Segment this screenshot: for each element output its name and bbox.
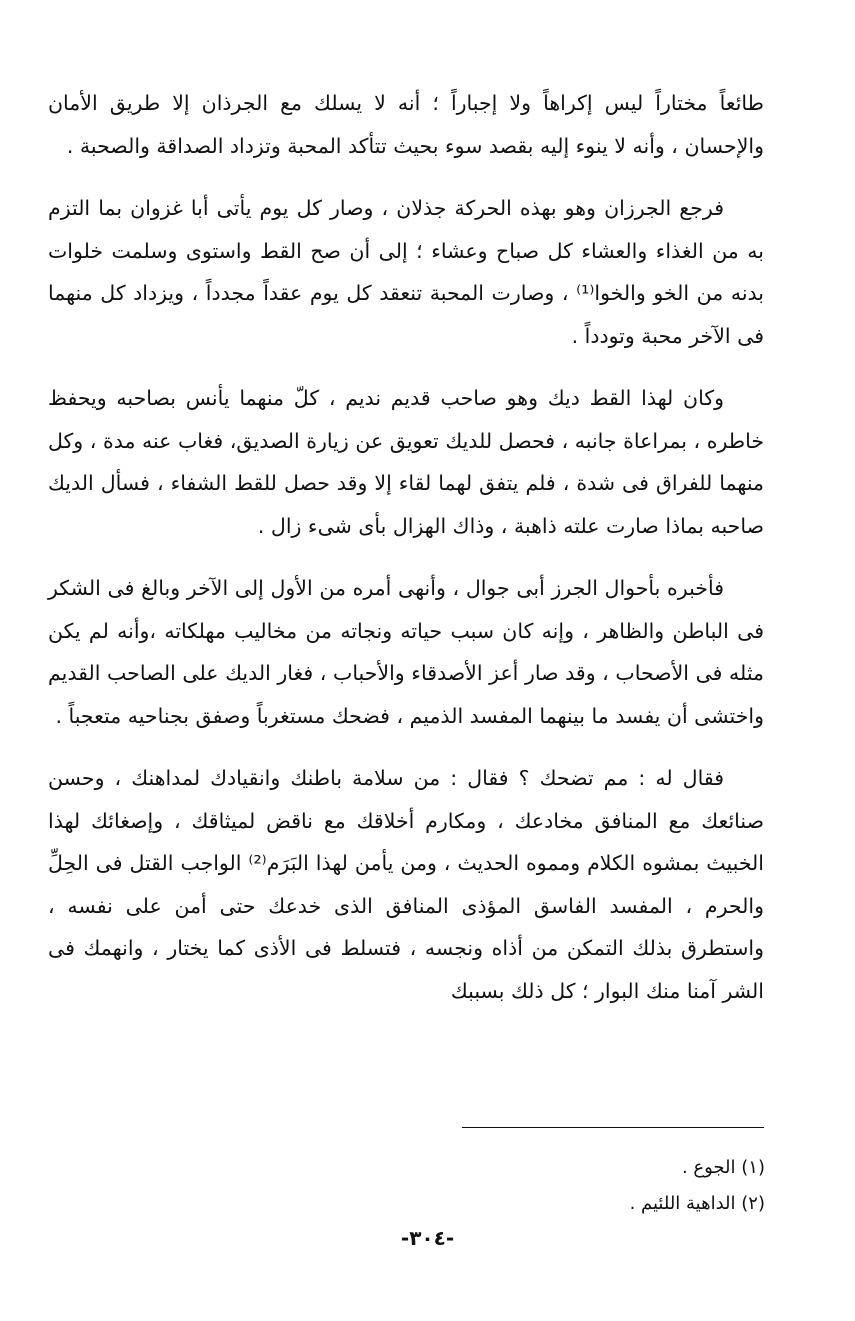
paragraph-1: طائعاً مختاراً ليس إكراهاً ولا إجباراً ؛ أنه لا يسلك مع الجرذان إلا طريق الأمان والإحسان ، وأنه لا ينوء إليه بقصد سوء بحيث تتأكد المحبة وتزداد الصداقة والصحبة . (48, 91, 764, 158)
footnote-1: (١) الجوع . (681, 1157, 765, 1178)
paragraph-5: فقال له : مم تضحك ؟ فقال : من سلامة باطنك وانقيادك لمداهنك ، وحسن صنائعك مع المنافق مخادعك ، ومكارم أخلاقك مع ناقض لميثاقك ، وإصغائك لهذا الخبيث بمشوه الكلام ومموه الحديث ، ومن يأمن لهذا البَرَم⁽²⁾ الواجب القتل فى الحِلِّ والحرم ، المفسد الفاسق المؤذى المنافق الذى خدعك حتى أمن على نفسه ، واستطرق بذلك التمكن من أذاه ونجسه ، فتسلط فى الأذى كما يختار ، وانهمك فى الشر آمنا منك البوار ؛ كل ذلك بسببك (48, 766, 764, 1003)
paragraph-2: فرجع الجرزان وهو بهذه الحركة جذلان ، وصار كل يوم يأتى أبا غزوان بما التزم به من الغذاء والعشاء كل صباح وعشاء ؛ إلى أن صح القط واستوى وسلمت خلوات بدنه من الخو والخوا⁽¹⁾ ، وصارت المحبة تنعقد كل يوم عقداً مجدداً ، ويزداد كل منهما فى الآخر محبة وتودداً . (48, 196, 764, 348)
main-text (48, 82, 764, 1012)
paragraph-4: فأخبره بأحوال الجرز أبى جوال ، وأنهى أمره من الأول إلى الآخر وبالغ فى الشكر فى الباطن والظاهر ، وإنه كان سبب حياته ونجاته من مخاليب مهلكاته ،وأنه لم يكن مثله فى الأصحاب ، وقد صار أعز الأصدقاء والأحباب ، فغار الديك على الصاحب القديم واختشى أن يفسد ما بينهما المفسد الذميم ، فضحك مستغرباً وصفق بجناحيه متعجباً . (48, 576, 764, 728)
footnote-separator (462, 1127, 764, 1128)
paragraph-3: وكان لهذا القط ديك وهو صاحب قديم نديم ، كلّ منهما يأنس بصاحبه ويحفظ خاطره ، بمراعاة جانبه ، فحصل للديك تعويق عن زيارة الصديق، فغاب عنه مدة ، وكل منهما للفراق فى شدة ، فلم يتفق لهما لقاء إلا وقد حصل للقط الشفاء ، فسأل الديك صاحبه بماذا صارت علته ذاهبة ، وذاك الهزال بأى شىء زال . (48, 386, 764, 538)
footnote-2: (٢) الداهية اللئيم . (629, 1193, 765, 1214)
page-number: -٣٠٤- (400, 1226, 455, 1250)
footnotes (380, 1150, 765, 1222)
